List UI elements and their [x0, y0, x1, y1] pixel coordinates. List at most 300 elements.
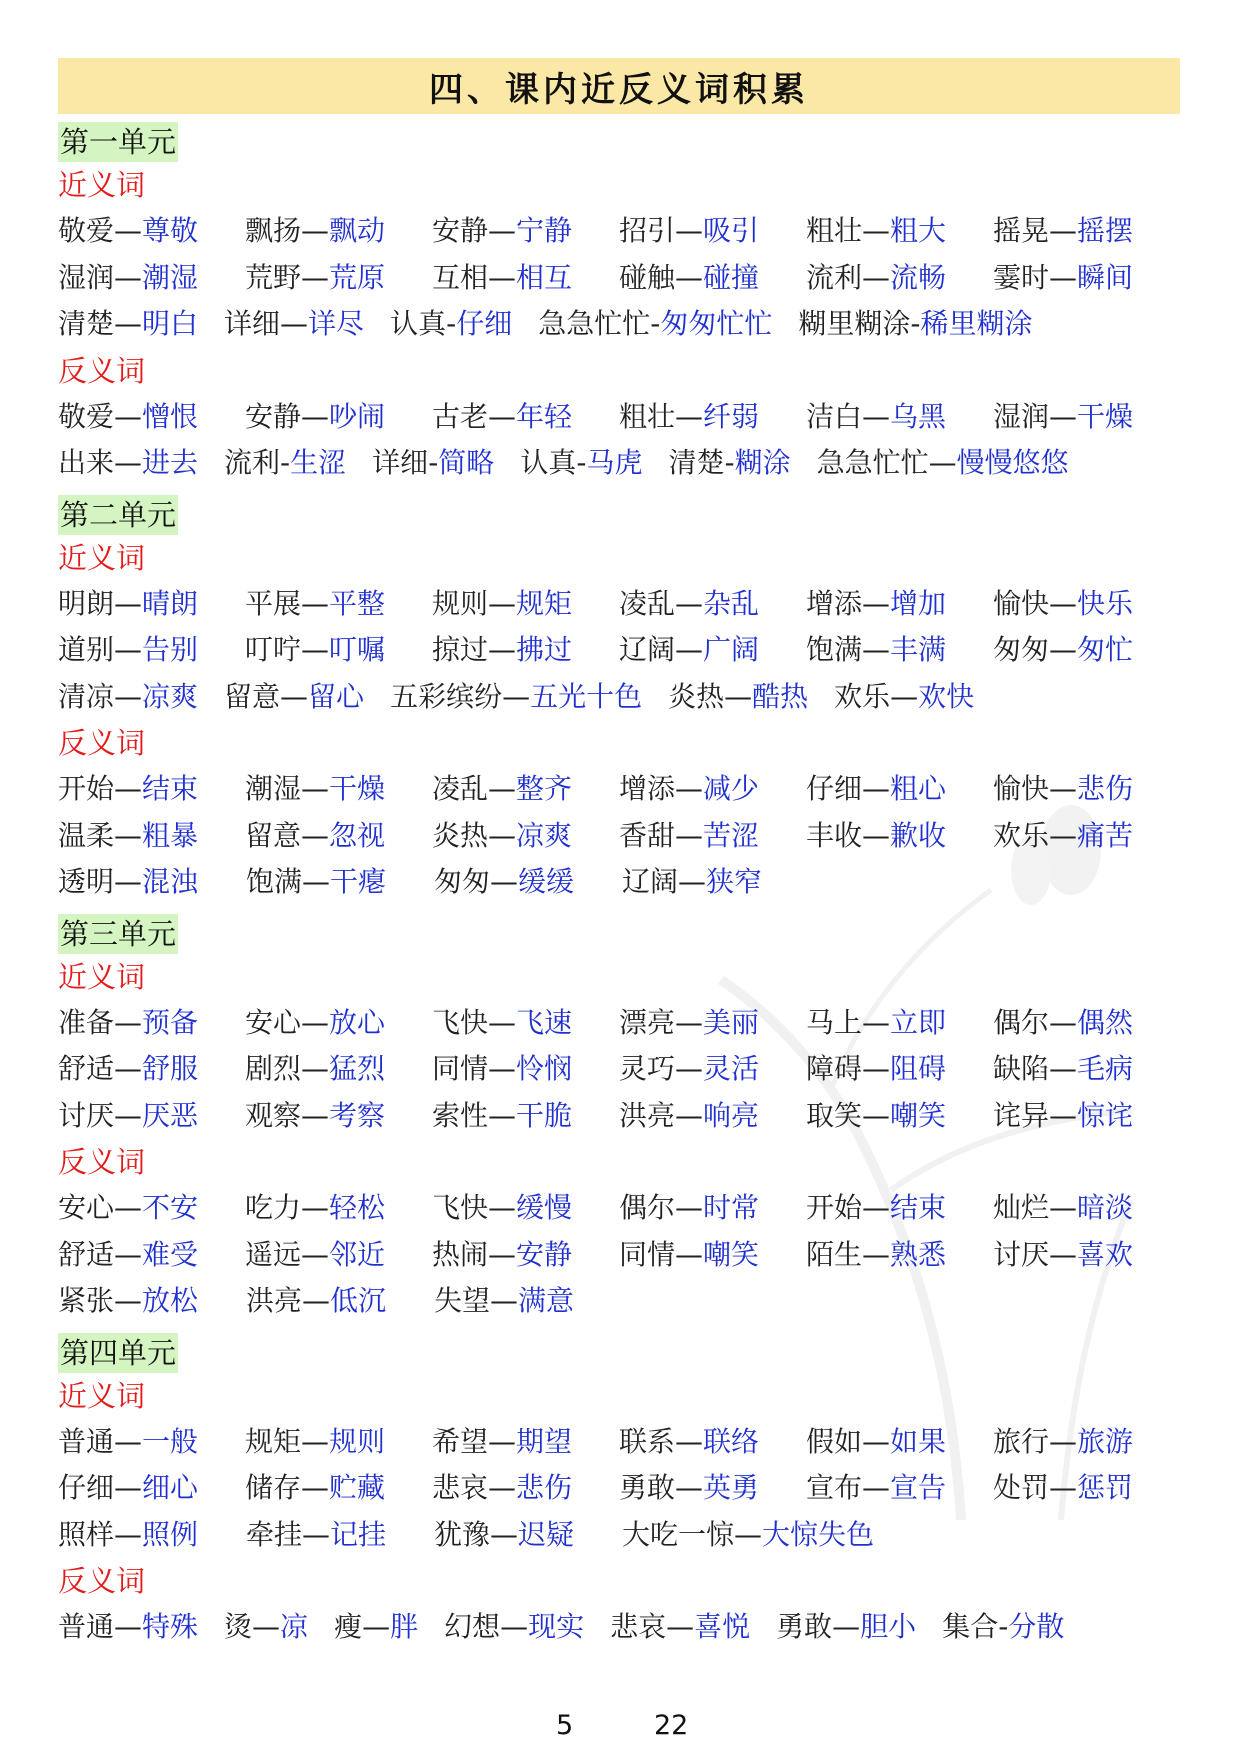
- related-word: 细心: [142, 1471, 199, 1504]
- category-label: 反义词: [58, 726, 146, 760]
- related-word: 舒服: [142, 1052, 199, 1085]
- word-pair: [432, 1093, 619, 1140]
- word-pair: [58, 813, 245, 860]
- word: 安静: [245, 399, 302, 433]
- word-pair: [245, 1465, 432, 1512]
- word: 悲哀: [610, 1610, 667, 1643]
- word: 湿润: [993, 399, 1050, 433]
- word: 储存: [245, 1471, 302, 1504]
- word-pair: [619, 1465, 806, 1512]
- word: 普通: [58, 1610, 115, 1643]
- word: 敬爱: [58, 214, 115, 247]
- word: 匆匆: [434, 865, 491, 898]
- related-word: 吵闹: [329, 399, 386, 433]
- dash-separator: —: [675, 633, 704, 666]
- related-word: 宁静: [516, 214, 573, 247]
- related-word: 期望: [516, 1424, 573, 1458]
- related-word: 旅游: [1077, 1424, 1134, 1458]
- word: 洁白: [806, 399, 863, 433]
- word-pair: [58, 1419, 245, 1466]
- category-label: 近义词: [58, 540, 146, 575]
- word-pair: [58, 1604, 198, 1651]
- related-word: 低沉: [330, 1284, 387, 1317]
- category-label: 反义词: [58, 1564, 146, 1598]
- dash-separator: —: [114, 214, 143, 247]
- related-word: 欢快: [918, 679, 975, 713]
- dash-separator: -: [650, 307, 661, 340]
- related-word: 缓慢: [516, 1191, 573, 1224]
- word-pair: [432, 1185, 619, 1232]
- word-pair: [806, 1465, 993, 1512]
- word-pair: [58, 1512, 246, 1559]
- dash-separator: —: [488, 1237, 517, 1271]
- dash-separator: -: [910, 307, 921, 340]
- word-pair: [619, 1232, 806, 1279]
- dash-separator: —: [862, 818, 891, 852]
- word: 灵巧: [619, 1052, 676, 1085]
- word-pair: [993, 766, 1180, 813]
- dash-separator: -: [280, 446, 291, 479]
- dash-separator: —: [862, 1237, 891, 1271]
- related-word: 年轻: [516, 399, 573, 433]
- dash-separator: —: [1049, 1191, 1078, 1224]
- related-word: 灵活: [703, 1052, 760, 1085]
- related-word: 丰满: [890, 633, 947, 666]
- dash-separator: —: [862, 1191, 891, 1224]
- word-pair: [806, 813, 993, 860]
- word: 炎热: [432, 818, 489, 852]
- related-word: 如果: [890, 1424, 947, 1458]
- word-pair: [245, 1419, 432, 1466]
- dash-separator: —: [862, 1098, 891, 1132]
- word-pair: [622, 1512, 875, 1559]
- dash-separator: —: [114, 446, 143, 479]
- document-page: [58, 58, 1180, 1651]
- related-word: 详尽: [308, 307, 365, 340]
- related-word: 潮湿: [142, 260, 199, 294]
- word: 匆匆: [993, 633, 1050, 666]
- word-pair: [58, 1000, 245, 1047]
- related-word: 明白: [142, 307, 199, 340]
- word-row: [58, 394, 1180, 441]
- word-pair: [245, 627, 432, 674]
- related-word: 流畅: [890, 260, 947, 294]
- dash-separator: -: [446, 307, 457, 340]
- word-row: [58, 255, 1180, 302]
- word: 开始: [806, 1191, 863, 1224]
- word: 失望: [434, 1284, 491, 1317]
- dash-separator: —: [114, 1471, 143, 1504]
- word-pair: [942, 1604, 1064, 1651]
- dash-separator: —: [862, 1005, 891, 1039]
- word-pair: [58, 627, 245, 674]
- related-word: 轻松: [329, 1191, 386, 1224]
- dash-separator: —: [488, 260, 517, 294]
- word: 舒适: [58, 1052, 115, 1085]
- word: 掠过: [432, 633, 489, 666]
- dash-separator: —: [1049, 1424, 1078, 1458]
- word: 瘦: [334, 1610, 363, 1643]
- dash-separator: —: [675, 1424, 704, 1458]
- word: 牵挂: [246, 1517, 303, 1551]
- dash-separator: —: [862, 772, 891, 805]
- word-pair: [432, 1419, 619, 1466]
- word-row: [58, 301, 1180, 348]
- word-pair: [619, 394, 806, 441]
- word-pair: [246, 1278, 434, 1325]
- dash-separator: —: [862, 633, 891, 666]
- related-word: 偶然: [1077, 1005, 1134, 1039]
- word: 认真: [390, 307, 447, 340]
- word: 五彩缤纷: [390, 679, 503, 713]
- dash-separator: —: [114, 260, 143, 294]
- related-word: 贮藏: [329, 1471, 386, 1504]
- word: 古老: [432, 399, 489, 433]
- word-pair: [806, 255, 993, 302]
- word-pair: [432, 1000, 619, 1047]
- dash-separator: —: [928, 446, 957, 479]
- related-word: 胖: [390, 1610, 419, 1643]
- related-word: 杂乱: [703, 586, 760, 620]
- word-pair: [245, 255, 432, 302]
- word: 大吃一惊: [622, 1517, 735, 1551]
- dash-separator: —: [301, 1471, 330, 1504]
- word-pair: [432, 255, 619, 302]
- related-word: 尊敬: [142, 214, 199, 247]
- related-word: 干燥: [1077, 399, 1134, 433]
- word: 增添: [806, 586, 863, 620]
- word: 希望: [432, 1424, 489, 1458]
- related-word: 厌恶: [142, 1098, 199, 1132]
- word-row: [58, 674, 1180, 721]
- dash-separator: —: [675, 1471, 704, 1504]
- related-word: 匆忙: [1077, 633, 1134, 666]
- word-pair: [58, 1278, 246, 1325]
- word: 互相: [432, 260, 489, 294]
- dash-separator: —: [488, 818, 517, 852]
- word-pair: [245, 1046, 432, 1093]
- word: 障碍: [806, 1052, 863, 1085]
- related-word: 胆小: [860, 1610, 917, 1643]
- word: 欢乐: [993, 818, 1050, 852]
- dash-separator: —: [301, 1052, 330, 1085]
- related-word: 瞬间: [1077, 260, 1134, 294]
- dash-separator: —: [675, 1237, 704, 1271]
- related-word: 生涩: [290, 446, 347, 479]
- word: 规矩: [245, 1424, 302, 1458]
- word: 讨厌: [993, 1237, 1050, 1271]
- word: 急急忙忙: [816, 446, 929, 479]
- word: 愉快: [993, 772, 1050, 805]
- word-row: [58, 1419, 1180, 1466]
- word-pair: [58, 255, 245, 302]
- related-word: 酷热: [752, 679, 809, 713]
- word: 摇晃: [993, 214, 1050, 247]
- word: 潮湿: [245, 772, 302, 805]
- dash-separator: —: [301, 214, 330, 247]
- word: 马上: [806, 1005, 863, 1039]
- word-pair: [432, 627, 619, 674]
- dash-separator: —: [832, 1610, 861, 1643]
- word: 详细: [224, 307, 281, 340]
- dash-separator: —: [114, 772, 143, 805]
- dash-separator: —: [862, 214, 891, 247]
- related-word: 宣告: [890, 1471, 947, 1504]
- dash-separator: —: [488, 586, 517, 620]
- word-pair: [619, 1046, 806, 1093]
- word: 飞快: [432, 1191, 489, 1224]
- related-word: 难受: [142, 1237, 199, 1271]
- related-word: 荒原: [329, 260, 386, 294]
- word: 安静: [432, 214, 489, 247]
- word: 清楚: [58, 307, 115, 340]
- related-word: 纤弱: [703, 399, 760, 433]
- dash-separator: —: [114, 586, 143, 620]
- word-pair: [806, 1000, 993, 1047]
- word-pair: [432, 1465, 619, 1512]
- dash-separator: —: [301, 260, 330, 294]
- category-label: 近义词: [58, 1378, 146, 1413]
- related-word: 五光十色: [530, 679, 643, 713]
- word: 照样: [58, 1517, 115, 1551]
- word-pair: [993, 1000, 1180, 1047]
- word: 集合: [942, 1610, 999, 1643]
- related-word: 响亮: [703, 1098, 760, 1132]
- word-pair: [668, 440, 790, 487]
- dash-separator: —: [488, 633, 517, 666]
- dash-separator: —: [301, 633, 330, 666]
- related-word: 立即: [890, 1005, 947, 1039]
- word-pair: [245, 208, 432, 255]
- word-pair: [619, 255, 806, 302]
- related-word: 粗暴: [142, 818, 199, 852]
- related-word: 美丽: [703, 1005, 760, 1039]
- related-word: 拂过: [516, 633, 573, 666]
- word-pair: [622, 859, 810, 906]
- word: 诧异: [993, 1098, 1050, 1132]
- dash-separator: —: [675, 260, 704, 294]
- related-word: 结束: [890, 1191, 947, 1224]
- dash-separator: —: [675, 772, 704, 805]
- word: 叮咛: [245, 633, 302, 666]
- dash-separator: —: [678, 865, 707, 898]
- related-word: 憎恨: [142, 399, 199, 433]
- word-pair: [334, 1604, 418, 1651]
- related-word: 晴朗: [142, 586, 199, 620]
- word: 敬爱: [58, 399, 115, 433]
- word-row: [58, 1185, 1180, 1232]
- related-word: 稀里糊涂: [920, 307, 1033, 340]
- word: 漂亮: [619, 1005, 676, 1039]
- word: 取笑: [806, 1098, 863, 1132]
- word-pair: [58, 766, 245, 813]
- word-pair: [58, 581, 245, 628]
- category-label: 近义词: [58, 959, 146, 994]
- word-pair: [520, 440, 642, 487]
- dash-separator: -: [724, 446, 735, 479]
- dash-separator: —: [114, 679, 143, 713]
- word-pair: [619, 813, 806, 860]
- word: 安心: [58, 1191, 115, 1224]
- word: 霎时: [993, 260, 1050, 294]
- dash-separator: —: [675, 1005, 704, 1039]
- related-word: 干燥: [329, 772, 386, 805]
- word-pair: [834, 674, 974, 721]
- word: 同情: [619, 1237, 676, 1271]
- dash-separator: —: [1049, 214, 1078, 247]
- word: 吃力: [245, 1191, 302, 1224]
- dash-separator: —: [1049, 399, 1078, 433]
- dash-separator: —: [488, 772, 517, 805]
- dash-separator: —: [862, 1424, 891, 1458]
- related-word: 时常: [703, 1191, 760, 1224]
- word: 碰触: [619, 260, 676, 294]
- related-word: 乌黑: [890, 399, 947, 433]
- category-label: 反义词: [58, 353, 146, 388]
- word-pair: [58, 1465, 245, 1512]
- related-word: 凉爽: [142, 679, 199, 713]
- word-pair: [58, 1185, 245, 1232]
- word: 欢乐: [834, 679, 891, 713]
- related-word: 现实: [528, 1610, 585, 1643]
- word-pair: [245, 1232, 432, 1279]
- related-word: 放心: [329, 1005, 386, 1039]
- related-word: 结束: [142, 772, 199, 805]
- word-pair: [993, 1185, 1180, 1232]
- dash-separator: -: [998, 1610, 1009, 1643]
- word: 留意: [224, 679, 281, 713]
- word: 幻想: [444, 1610, 501, 1643]
- unit-section: [58, 114, 1180, 162]
- related-word: 摇摆: [1077, 214, 1134, 247]
- word-pair: [58, 1232, 245, 1279]
- related-word: 广阔: [703, 633, 760, 666]
- dash-separator: —: [488, 1052, 517, 1085]
- dash-separator: —: [301, 1237, 330, 1271]
- dash-separator: —: [675, 1098, 704, 1132]
- dash-separator: —: [488, 1005, 517, 1039]
- word-pair: [668, 674, 808, 721]
- word: 悲哀: [432, 1471, 489, 1504]
- word-pair: [619, 1185, 806, 1232]
- related-word: 慢慢悠悠: [956, 446, 1069, 479]
- word: 道别: [58, 633, 115, 666]
- word: 缺陷: [993, 1052, 1050, 1085]
- dash-separator: —: [502, 679, 531, 713]
- related-word: 糊涂: [734, 446, 791, 479]
- dash-separator: —: [1049, 772, 1078, 805]
- dash-separator: —: [1049, 586, 1078, 620]
- unit-heading: 第四单元: [58, 1333, 178, 1373]
- dash-separator: —: [488, 1191, 517, 1224]
- related-word: 喜悦: [694, 1610, 751, 1643]
- word-pair: [619, 627, 806, 674]
- word-row: [58, 1093, 1180, 1140]
- word: 宣布: [806, 1471, 863, 1504]
- word: 勇敢: [776, 1610, 833, 1643]
- related-word: 熟悉: [890, 1237, 947, 1271]
- dash-separator: —: [490, 1517, 519, 1551]
- related-word: 毛病: [1077, 1052, 1134, 1085]
- dash-separator: —: [862, 399, 891, 433]
- word: 陌生: [806, 1237, 863, 1271]
- related-word: 告别: [142, 633, 199, 666]
- word: 明朗: [58, 586, 115, 620]
- word: 辽阔: [622, 865, 679, 898]
- dash-separator: —: [1049, 1098, 1078, 1132]
- word-pair: [432, 1046, 619, 1093]
- word: 糊里糊涂: [798, 307, 911, 340]
- related-word: 缓缓: [518, 865, 575, 898]
- word: 出来: [58, 446, 115, 479]
- dash-separator: —: [862, 260, 891, 294]
- word-pair: [993, 1419, 1180, 1466]
- word-pair: [993, 813, 1180, 860]
- word-pair: [58, 859, 246, 906]
- related-word: 凉: [280, 1610, 309, 1643]
- dash-separator: —: [302, 1517, 331, 1551]
- unit-heading: 第三单元: [58, 914, 178, 954]
- dash-separator: -: [576, 446, 587, 479]
- word-pair: [993, 1046, 1180, 1093]
- word-pair: [58, 1093, 245, 1140]
- dash-separator: —: [114, 1052, 143, 1085]
- dash-separator: —: [114, 307, 143, 340]
- word-pair: [993, 1465, 1180, 1512]
- word-pair: [610, 1604, 750, 1651]
- related-word: 规则: [329, 1424, 386, 1458]
- related-word: 记挂: [330, 1517, 387, 1551]
- dash-separator: —: [488, 1098, 517, 1132]
- word-pair: [58, 440, 198, 487]
- related-word: 一般: [142, 1424, 199, 1458]
- related-word: 规矩: [516, 586, 573, 620]
- word-pair: [776, 1604, 916, 1651]
- word: 联系: [619, 1424, 676, 1458]
- dash-separator: —: [114, 1284, 143, 1317]
- related-word: 增加: [890, 586, 947, 620]
- word: 饱满: [806, 633, 863, 666]
- related-word: 惩罚: [1077, 1471, 1134, 1504]
- word-row: [58, 766, 1180, 813]
- dash-separator: —: [301, 1005, 330, 1039]
- word: 愉快: [993, 586, 1050, 620]
- dash-separator: —: [675, 586, 704, 620]
- dash-separator: —: [114, 1098, 143, 1132]
- word-pair: [993, 581, 1180, 628]
- word-pair: [245, 1000, 432, 1047]
- word: 犹豫: [434, 1517, 491, 1551]
- word: 偶尔: [619, 1191, 676, 1224]
- related-word: 悲伤: [1077, 772, 1134, 805]
- word: 观察: [245, 1098, 302, 1132]
- related-word: 留心: [308, 679, 365, 713]
- word: 灿烂: [993, 1191, 1050, 1224]
- word-pair: [993, 255, 1180, 302]
- dash-separator: —: [488, 1471, 517, 1504]
- word: 同情: [432, 1052, 489, 1085]
- related-word: 仔细: [456, 307, 513, 340]
- word: 流利: [224, 446, 281, 479]
- word-pair: [806, 1093, 993, 1140]
- word: 洪亮: [246, 1284, 303, 1317]
- word-pair: [806, 394, 993, 441]
- word: 清楚: [668, 446, 725, 479]
- dash-separator: —: [301, 772, 330, 805]
- word: 招引: [619, 214, 676, 247]
- related-word: 怜悯: [516, 1052, 573, 1085]
- page-number-left: 5: [556, 1710, 574, 1741]
